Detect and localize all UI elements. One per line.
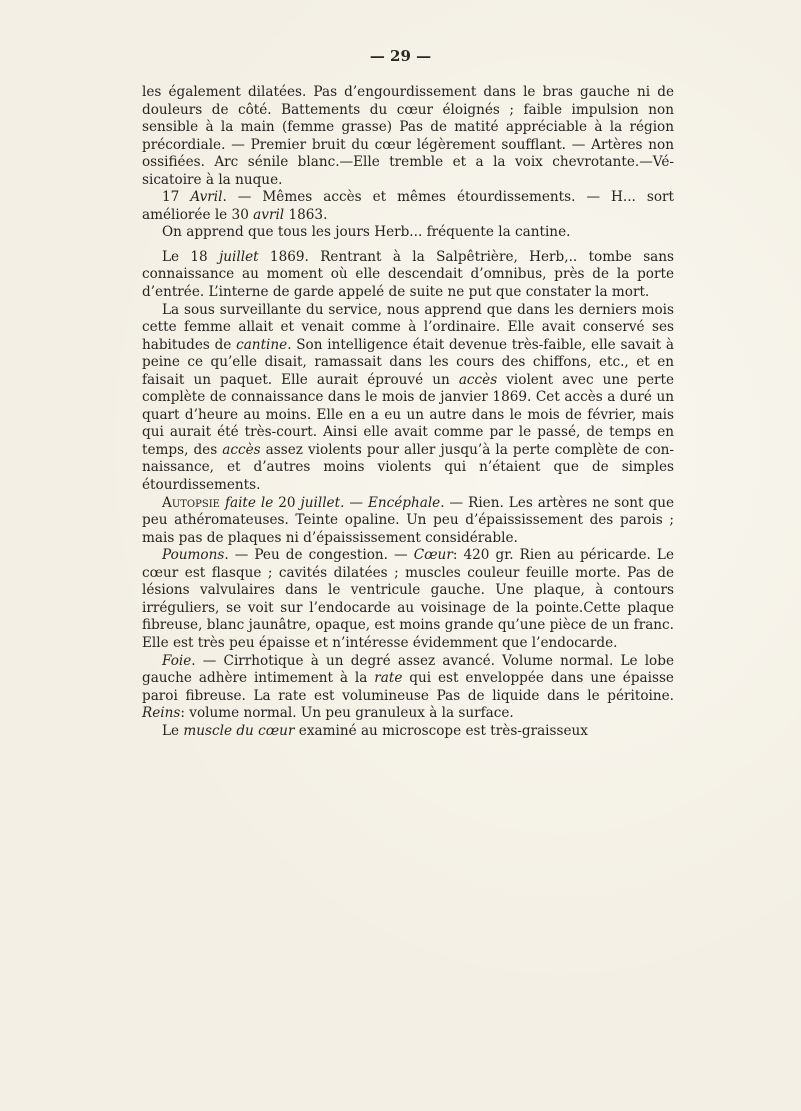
text-run: La sous surveillante du service, nous apprend que dans les derniers mois cette femme allait et venait comme à l’ordinaire. Elle avait conservé ses habitudes de [142, 301, 674, 353]
text-run: On apprend que tous les jours Herb... fréquente la cantine. [162, 224, 571, 241]
text-run: . Son intelligence était devenue très-faible, elle savait à peine ce qu’elle disait, ramassait dans les cours des chiffons, etc., et en faisait un paquet. Elle aurait éprouvé un [142, 336, 674, 388]
paragraph-p9 [142, 723, 674, 741]
paragraph-p5 [142, 302, 674, 495]
text-run: violent avec une perte complète de connaissance dans le mois de janvier 1869. Cet accès a duré un quart d’heure au moins. Elle en a eu un autre dans le mois de février, mais qui aurait été très-court. Ainsi elle avait comme par le passé, de temps en temps, des [142, 371, 675, 458]
text-run: Le [162, 722, 184, 739]
text-run: qui est enveloppée dans une épaisse paroi fibreuse. La rate est volumineuse Pas de liquide dans le péritoine. [142, 670, 674, 704]
text-run: : volume normal. Un peu granuleux à la surface. [180, 705, 514, 722]
text-run: . — [340, 494, 368, 511]
text-run: : 420 gr. Rien au péricarde. Le cœur est flasque ; cavités dilatées ; muscles couleur feuille morte. Pas de lésions valvulaires dans le ventricule gauche. Une plaque, à contours irréguliers, se voit sur l’endocarde au voisinage de la pointe.Cette plaque fibreuse, blanc jaunâtre, opaque, est moins grande qu’une pièce de un franc. Elle est très peu épaisse et n’intéresse évidemment que l’endocarde. [142, 547, 674, 651]
paragraph-p6 [142, 495, 674, 548]
text-run: Poumons [162, 547, 225, 564]
text-run: avril [253, 206, 285, 223]
text-run: accès [222, 441, 261, 458]
text-run: juillet [300, 494, 341, 511]
page-number: — 29 — [369, 47, 432, 65]
paragraph-p2 [142, 189, 674, 224]
text-run: . — Mêmes accès et mêmes étourdissements. — H... sort améliorée le 30 [142, 189, 674, 223]
body-text [142, 84, 674, 740]
paragraph-p3 [142, 224, 674, 242]
text-run: Le 18 [162, 248, 220, 265]
text-run: 17 [162, 189, 191, 206]
paragraph-p4 [142, 249, 674, 302]
text-run: Reins [142, 705, 181, 722]
text-run: 20 [273, 494, 301, 511]
text-run: Encéphale [367, 494, 441, 511]
text-run: rate [374, 670, 403, 687]
text-run: muscle du cœur [183, 722, 295, 739]
text-run: assez violents pour aller jusqu’à la perte complète de connaissance, et d’autres moins violents qui n’étaient que de simples étourdissements. [142, 441, 674, 494]
text-run: . — Rien. Les artères ne sont que peu athéromateuses. Teinte opaline. Un peu d’épaississement des parois ; mais pas de plaques ni d’épaississement considérable. [142, 494, 674, 546]
text-run: 1869. Rentrant à la Salpêtrière, Herb,.. tombe sans connaissance au moment où elle descendait d’omnibus, près de la porte d’entrée. L’interne de garde appelé de suite ne put que constater la mort. [142, 248, 675, 301]
paragraph-p7 [142, 547, 674, 652]
paragraph-p8 [142, 653, 674, 723]
text-run: les également dilatées. Pas d’engourdissement dans le bras gauche ni de douleurs de côté. Battements du cœur éloignés ; faible impulsion non sensible à la main (femme grasse) Pas de matité appréciable à la région précordiale. — Premier bruit du cœur légèrement soufflant. — Artères non ossifiées. Arc sénile blanc.—Elle tremble et a la voix chevrotante.—Vésicatoire à la nuque. [142, 84, 674, 188]
text-run: accès [458, 371, 498, 388]
text-run: Cœur [413, 547, 453, 564]
text-run: juillet [219, 248, 259, 265]
text-run: faite le [224, 494, 274, 511]
text-run: . — Peu de congestion. — [224, 547, 414, 564]
text-run: 1863. [284, 206, 328, 223]
text-run: Avril [190, 189, 223, 206]
text-run: Autopsie [162, 494, 220, 511]
paragraph-p1 [142, 84, 674, 189]
text-run: examiné au microscope est très-graisseux [294, 722, 588, 739]
text-run: . — Cirrhotique à un degré assez avancé. Volume normal. Le lobe gauche adhère intimement à la [142, 652, 674, 687]
text-run: Foie [162, 652, 192, 669]
text-run: cantine [236, 336, 288, 353]
